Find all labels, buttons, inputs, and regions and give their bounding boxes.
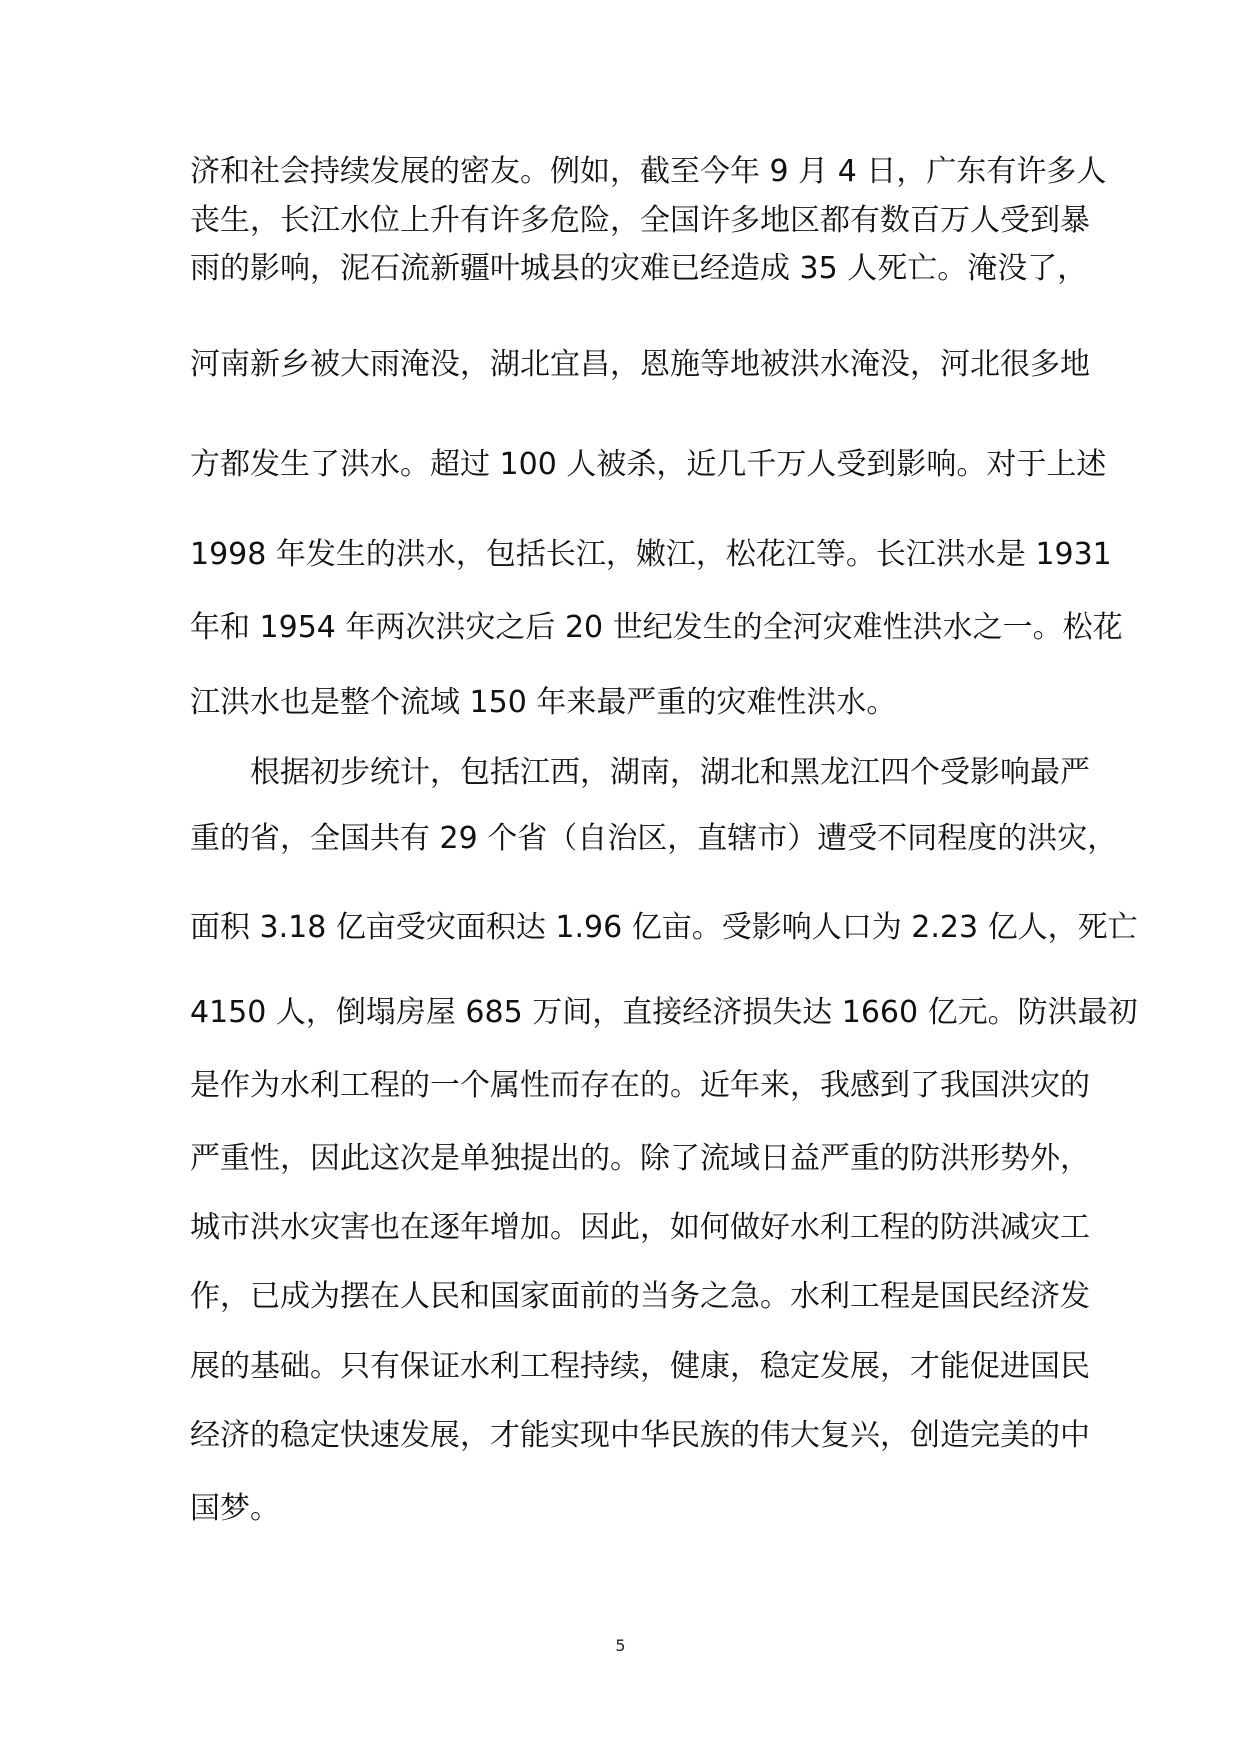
text-line: 河南新乡被大雨淹没，湖北宜昌，恩施等地被洪水淹没，河北很多地 — [190, 347, 1090, 382]
page-number: 5 — [615, 1636, 626, 1655]
text-line: 经济的稳定快速发展，才能实现中华民族的伟大复兴，创造完美的中 — [190, 1418, 1090, 1453]
text-line: 济和社会持续发展的密友。例如，截至今年 9 月 4 日，广东有许多人 — [190, 154, 1107, 189]
text-line: 年和 1954 年两次洪灾之后 20 世纪发生的全河灾难性洪水之一。松花 — [190, 610, 1123, 645]
text-line: 1998 年发生的洪水，包括长江，嫩江，松花江等。长江洪水是 1931 — [190, 537, 1112, 572]
text-line: 江洪水也是整个流域 150 年来最严重的灾难性洪水。 — [190, 685, 897, 720]
text-line: 展的基础。只有保证水利工程持续，健康，稳定发展，才能促进国民 — [190, 1349, 1090, 1384]
text-line: 国梦。 — [190, 1491, 280, 1526]
text-line: 重的省，全国共有 29 个省（自治区，直辖市）遭受不同程度的洪灾， — [190, 821, 1118, 856]
text-line: 作，已成为摆在人民和国家面前的当务之急。水利工程是国民经济发 — [190, 1279, 1090, 1314]
text-line: 方都发生了洪水。超过 100 人被杀，近几千万人受到影响。对于上述 — [190, 447, 1107, 482]
text-line: 严重性，因此这次是单独提出的。除了流域日益严重的防洪形势外， — [190, 1141, 1090, 1176]
text-line: 雨的影响，泥石流新疆叶城县的灾难已经造成 35 人死亡。淹没了， — [190, 251, 1088, 286]
text-line: 面积 3.18 亿亩受灾面积达 1.96 亿亩。受影响人口为 2.23 亿人，死亡 — [190, 910, 1138, 945]
text-line: 根据初步统计，包括江西，湖南，湖北和黑龙江四个受影响最严 — [250, 755, 1090, 790]
text-line: 是作为水利工程的一个属性而存在的。近年来，我感到了我国洪灾的 — [190, 1068, 1090, 1103]
text-line: 丧生，长江水位上升有许多危险，全国许多地区都有数百万人受到暴 — [190, 203, 1090, 238]
text-line: 4150 人，倒塌房屋 685 万间，直接经济损失达 1660 亿元。防洪最初 — [190, 995, 1138, 1030]
text-line: 城市洪水灾害也在逐年增加。因此，如何做好水利工程的防洪减灾工 — [190, 1210, 1090, 1245]
